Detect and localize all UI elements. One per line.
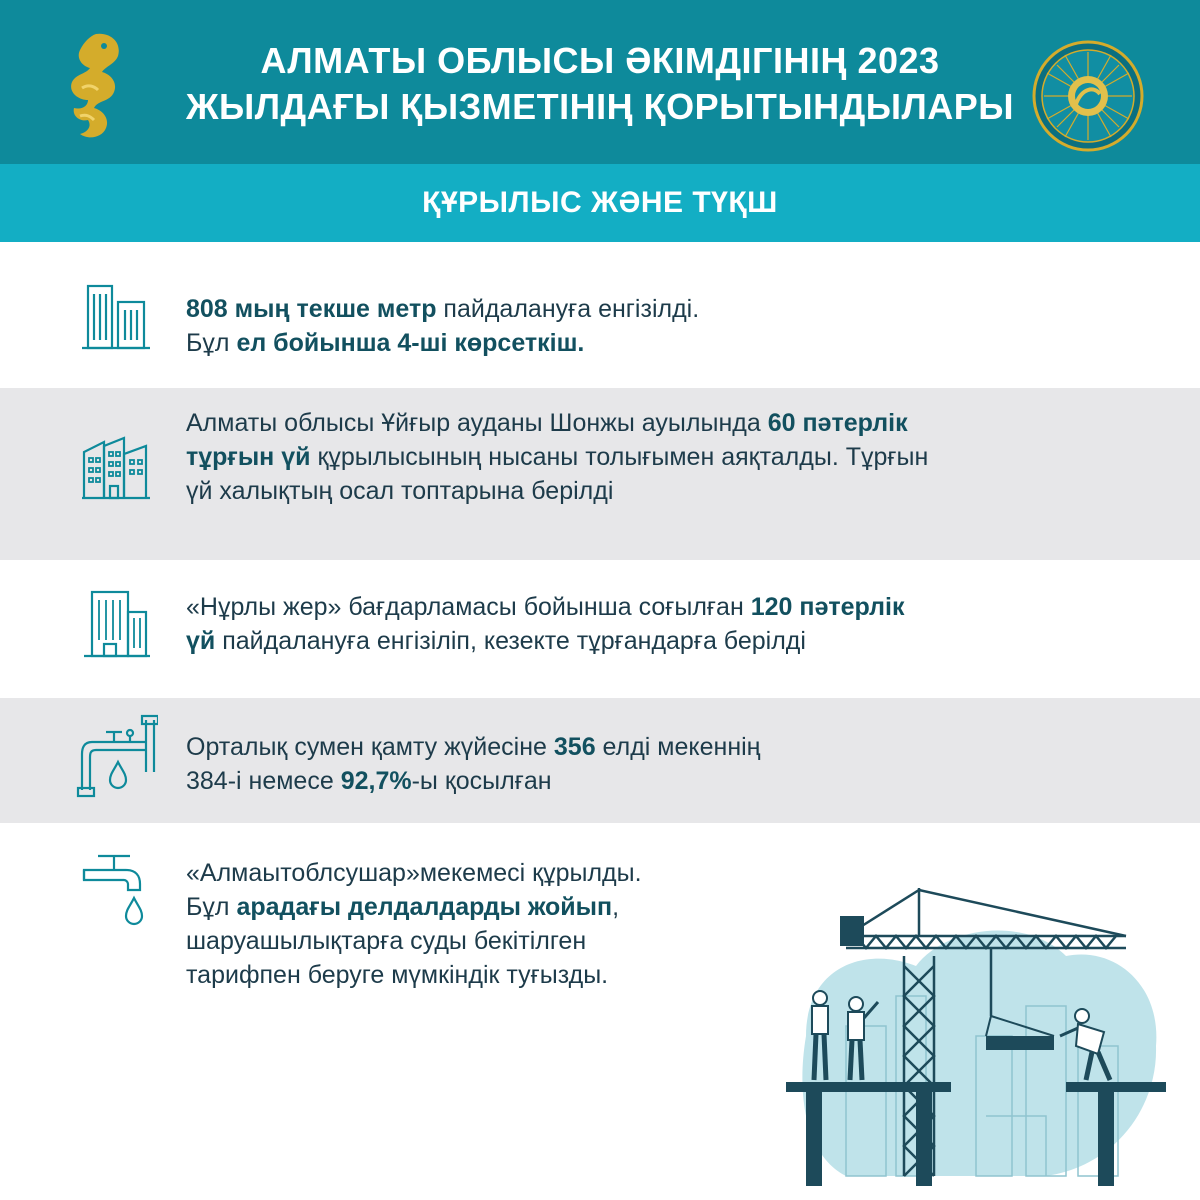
item-2-line-3: үй халықтың осал топтарына берілді bbox=[186, 477, 614, 505]
item-2-bold-2: тұрғын үй bbox=[186, 443, 311, 471]
water-tap-icon bbox=[82, 848, 148, 934]
item-4-bold-1: 356 bbox=[553, 733, 596, 761]
item-3-rest-2: пайдалануға енгізіліп, кезекте тұрғандарға берілді bbox=[215, 627, 806, 655]
item-4-pre-2: 384-і немесе bbox=[186, 767, 341, 795]
item-4-rest-1: елді мекеннің bbox=[595, 733, 761, 761]
item-5-line-1: «Алмаытоблсушар»мекемесі құрылды. bbox=[186, 859, 642, 887]
construction-site-icon bbox=[786, 886, 1166, 1186]
water-pipe-icon bbox=[76, 712, 158, 800]
highrise-icon bbox=[82, 588, 152, 660]
title-line-2: ЖЫЛДАҒЫ ҚЫЗМЕТІНІҢ ҚОРЫТЫНДЫЛАРЫ bbox=[186, 86, 1014, 127]
item-3-line-1 bbox=[186, 590, 1176, 624]
item-5-bold-2: арадағы делдалдарды жойып bbox=[236, 893, 613, 921]
item-4-line-2 bbox=[186, 764, 1176, 798]
item-3-pre-1: «Нұрлы жер» бағдарламасы бойынша соғылған bbox=[186, 593, 751, 621]
item-4-bold-2: 92,7% bbox=[340, 767, 412, 795]
snow-leopard-icon bbox=[58, 30, 128, 142]
item-2-line-1 bbox=[186, 406, 1176, 440]
item-2-rest-2: құрылысының нысаны толығымен аяқталды. Тұрғын bbox=[310, 443, 929, 471]
item-2-line-2 bbox=[186, 440, 1176, 474]
item-5-pre-2: Бұл bbox=[186, 893, 237, 921]
apartment-blocks-icon bbox=[80, 432, 152, 502]
item-1-text bbox=[186, 292, 1176, 360]
item-2-pre-1: Алматы облысы Ұйғыр ауданы Шонжы ауылында bbox=[186, 409, 768, 437]
item-5-line-4: тарифпен беруге мүмкіндік туғызды. bbox=[186, 961, 609, 989]
item-3-bold-2: үй bbox=[186, 627, 216, 655]
page-title bbox=[150, 38, 1050, 130]
item-5-rest-2: , bbox=[612, 893, 620, 921]
buildings-icon bbox=[80, 282, 152, 352]
item-1-bold-1: 808 мың текше метр bbox=[186, 295, 437, 323]
title-line-1: АЛМАТЫ ОБЛЫСЫ ӘКІМДІГІНІҢ 2023 bbox=[260, 40, 940, 81]
item-1-rest-1: пайдалануға енгізілді. bbox=[436, 295, 700, 323]
item-1-line-2 bbox=[186, 326, 1176, 360]
item-4-text bbox=[186, 730, 1176, 798]
item-1-bold-2: ел бойынша 4-ші көрсеткіш. bbox=[236, 329, 585, 357]
item-1-line-1 bbox=[186, 292, 1176, 326]
header bbox=[0, 0, 1200, 164]
emblem-icon bbox=[1032, 40, 1144, 152]
item-3-bold-1: 120 пәтерлік bbox=[750, 593, 905, 621]
section-title: ҚҰРЫЛЫС ЖӘНЕ ТҮҚШ bbox=[422, 186, 778, 219]
item-4-rest-2: -ы қосылған bbox=[411, 767, 552, 795]
item-5-line-3: шаруашылықтарға суды бекітілген bbox=[186, 927, 587, 955]
item-3-text bbox=[186, 590, 1176, 658]
section-bar bbox=[0, 164, 1200, 242]
item-4-line-1 bbox=[186, 730, 1176, 764]
item-2-text bbox=[186, 406, 1176, 508]
item-4-pre-1: Орталық сумен қамту жүйесіне bbox=[186, 733, 554, 761]
item-3-line-2 bbox=[186, 624, 1176, 658]
item-2-bold-1: 60 пәтерлік bbox=[767, 409, 908, 437]
item-1-pre-2: Бұл bbox=[186, 329, 237, 357]
